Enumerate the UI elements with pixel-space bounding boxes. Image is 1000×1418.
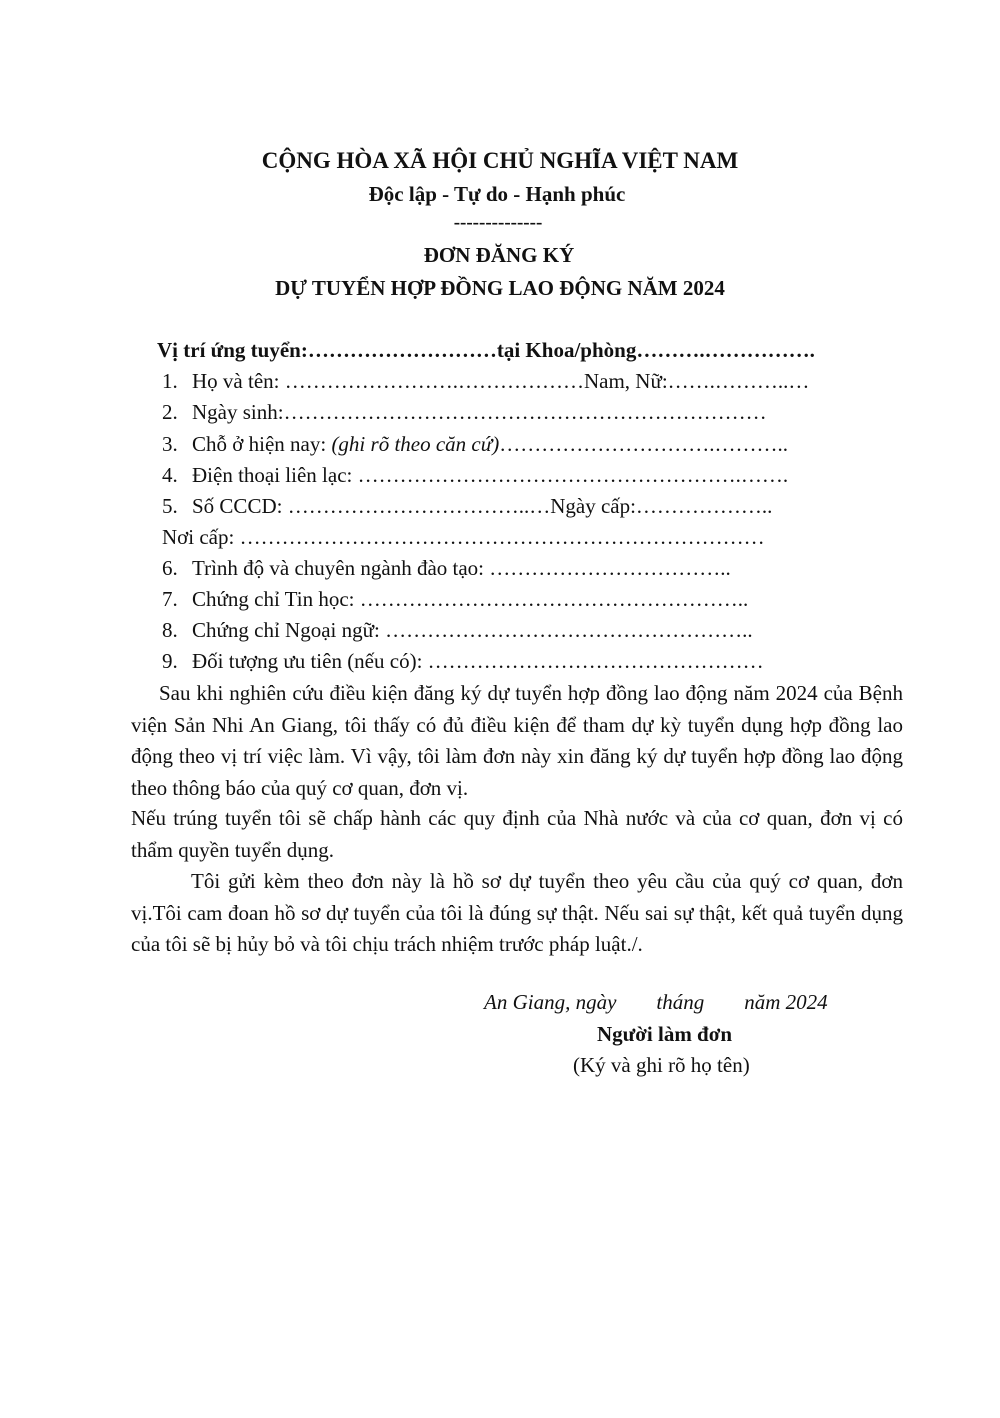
field-number: 8.: [162, 618, 178, 642]
field-label: Điện thoại liên lạc:: [192, 463, 358, 487]
field-label: Ngày sinh:: [192, 400, 284, 424]
field-number: 5.: [162, 494, 178, 518]
field-id-card: [162, 494, 772, 519]
field-language-certificate: [162, 618, 753, 643]
signature-note: (Ký và ghi rõ họ tên): [573, 1053, 750, 1077]
position-line: [157, 338, 815, 363]
signer-title: Người làm đơn: [597, 1022, 733, 1046]
national-motto: Độc lập - Tự do - Hạnh phúc: [368, 182, 626, 206]
field-blank: …………………………………………: [427, 649, 764, 673]
paragraph-application: Sau khi nghiên cứu điều kiện đăng ký dự tuyển hợp đồng lao động năm 2024 của Bệnh viện Sản Nhi An Giang, tôi thấy có đủ điều kiện để tham dự kỳ tuyển dụng hợp đồng lao động theo vị trí việc làm. Vì vậy, tôi làm đơn này xin đăng ký dự tuyển hợp đồng lao động theo thông báo của quý cơ quan, đơn vị.: [131, 681, 903, 800]
paragraph-commitment: Nếu trúng tuyển tôi sẽ chấp hành các quy định của Nhà nước và của cơ quan, đơn vị có thẩm quyền tuyển dụng.: [131, 806, 903, 862]
field-number: 3.: [162, 432, 178, 456]
signature-date: [484, 990, 828, 1015]
position-label: Vị trí ứng tuyển:: [157, 338, 308, 362]
header-divider: --------------: [453, 212, 543, 233]
field-label: Đối tượng ưu tiên (nếu có):: [192, 649, 428, 673]
field-gender: Nam, Nữ:…….………..…: [583, 369, 810, 393]
field-full-name: [162, 369, 809, 394]
field-phone: [162, 463, 788, 488]
field-blank: ……………………………..: [489, 556, 731, 580]
field-current-address: [162, 432, 788, 457]
field-label: Chỗ ở hiện nay:: [192, 432, 332, 456]
field-number: 6.: [162, 556, 178, 580]
field-label: Họ và tên:: [192, 369, 285, 393]
field-blank: …………………….………………: [284, 369, 584, 393]
field-number: 1.: [162, 369, 178, 393]
field-label: Nơi cấp:: [162, 525, 240, 549]
field-label: Chứng chỉ Ngoại ngữ:: [192, 618, 386, 642]
department-blank: ……….…………….: [636, 338, 815, 362]
field-blank: ………………………………………………..: [359, 587, 749, 611]
field-it-certificate: [162, 587, 748, 612]
date-month: tháng: [656, 990, 705, 1014]
date-year: năm 2024: [744, 990, 828, 1014]
field-hint: (ghi rõ theo căn cứ): [331, 432, 500, 456]
field-blank: ……………………………………………….…….: [357, 463, 789, 487]
field-number: 2.: [162, 400, 178, 424]
field-education: [162, 556, 731, 581]
field-issue-place: [162, 525, 765, 550]
field-number: 7.: [162, 587, 178, 611]
field-number: 9.: [162, 649, 178, 673]
form-subtitle: DỰ TUYỂN HỢP ĐỒNG LAO ĐỘNG NĂM 2024: [275, 276, 725, 300]
position-blank: ………………………: [307, 338, 497, 362]
paragraph-declaration: Tôi gửi kèm theo đơn này là hồ sơ dự tuyển theo yêu cầu của quý cơ quan, đơn vị.Tôi cam đoan hồ sơ dự tuyển của tôi là đúng sự thật. Nếu sai sự thật, kết quả tuyển dụng của tôi sẽ bị hủy bỏ và tôi chịu trách nhiệm trước pháp luật./.: [131, 869, 903, 956]
field-number: 4.: [162, 463, 178, 487]
field-label: Số CCCD:: [192, 494, 288, 518]
field-blank: ……………………………..…: [287, 494, 551, 518]
field-blank: ……………………………………………..: [385, 618, 753, 642]
department-label: tại Khoa/phòng: [496, 338, 637, 362]
date-place: An Giang, ngày: [484, 990, 617, 1014]
field-issue-date: Ngày cấp:………………..: [550, 494, 773, 518]
national-title: CỘNG HÒA XÃ HỘI CHỦ NGHĨA VIỆT NAM: [261, 148, 739, 173]
field-label: Chứng chỉ Tin học:: [192, 587, 360, 611]
field-blank: …………………………………………………………………: [239, 525, 765, 549]
field-label: Trình độ và chuyên ngành đào tạo:: [192, 556, 490, 580]
field-blank: ……………………………………………………………: [283, 400, 767, 424]
form-title: ĐƠN ĐĂNG KÝ: [423, 243, 575, 267]
field-date-of-birth: [162, 400, 767, 425]
field-blank: ………………………….………..: [499, 432, 788, 456]
field-priority: [162, 649, 764, 674]
